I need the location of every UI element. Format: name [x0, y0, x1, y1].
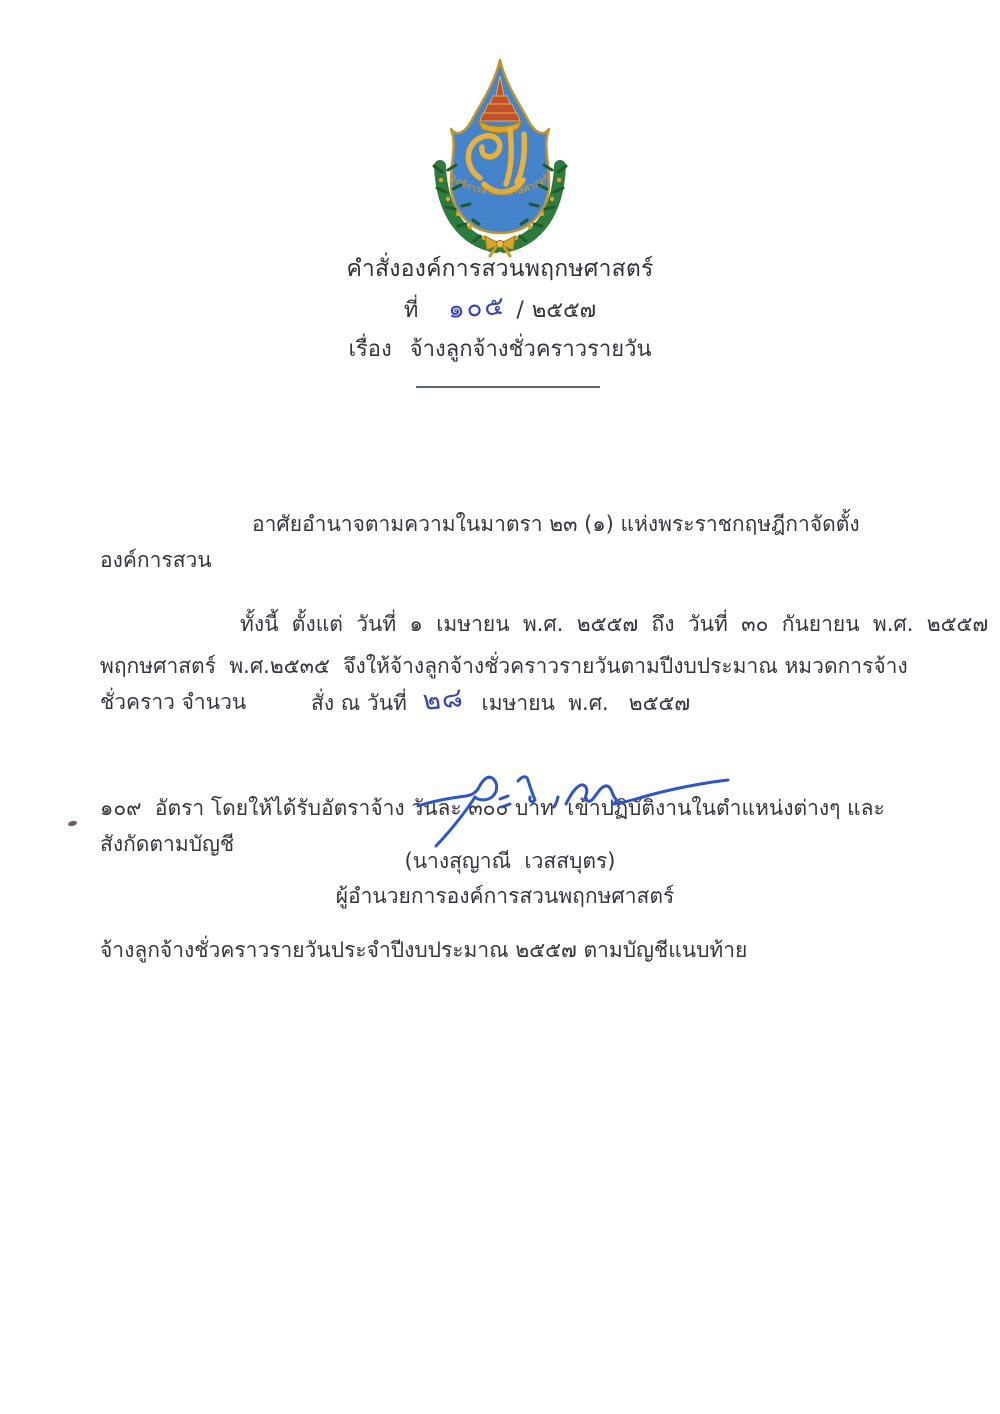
header-divider-line: [416, 386, 600, 388]
subject-label: เรื่อง: [348, 337, 392, 362]
order-date-day-handwritten: ๒๘: [421, 681, 465, 718]
paragraph1-line: ๑๐๙ อัตรา โดยให้ได้รับอัตราจ้าง วันละ ๓๐๐ บาท เข้าปฏิบัติงานในตำแหน่งต่างๆ และสังกัดตามบัญชี: [100, 796, 885, 856]
paragraph1-line: อาศัยอำนาจตามความในมาตรา ๒๓ (๑) แห่งพระราชกฤษฎีกาจัดตั้งองค์การสวน: [100, 512, 860, 572]
order-date-prefix: สั่ง ณ วันที่: [311, 691, 407, 715]
emblem-band-text: องค์การสวนพฤกษศาสตร์: [447, 172, 553, 199]
order-number-year: ๒๕๕๗: [531, 298, 597, 323]
order-date-suffix: เมษายน พ.ศ. ๒๕๕๗: [481, 691, 691, 715]
body-paragraph-2: ทั้งนี้ ตั้งแต่ วันที่ ๑ เมษายน พ.ศ. ๒๕๕๗ ถึง วันที่ ๓๐ กันยายน พ.ศ. ๒๕๕๗: [240, 612, 989, 636]
paragraph1-line: จ้างลูกจ้างชั่วคราวรายวันประจำปีงบประมาณ ๒๕๕๗ ตามบัญชีแนบท้าย: [100, 938, 748, 962]
order-number-separator: /: [516, 298, 524, 323]
signatory-name: (นางสุญาณี เวสสบุตร): [404, 849, 616, 873]
signatory-position: ผู้อำนวยการองค์การสวนพฤกษศาสตร์: [335, 884, 675, 908]
body-paragraph-1: [100, 436, 912, 1040]
subject-text: จ้างลูกจ้างชั่วคราวรายวัน: [409, 337, 652, 362]
organization-emblem-logo: [420, 56, 580, 258]
scan-speck-artifact: [68, 820, 78, 827]
order-number-label: ที่: [403, 298, 419, 323]
signature-stroke-y: [518, 777, 535, 802]
order-date-line: [311, 679, 690, 722]
order-number-handwritten: ๑๐๕: [447, 291, 508, 325]
signature-stroke-comma: [554, 797, 558, 807]
paragraph1-line: พฤกษศาสตร์ พ.ศ.๒๕๓๕ จึงให้จ้างลูกจ้างชั่วคราวรายวันตามปีงบประมาณ หมวดการจ้างชั่วคราว จำนวน: [100, 654, 908, 714]
signature-stroke-main: [418, 777, 497, 846]
emblem-svg: [420, 56, 580, 258]
subject-line: [0, 331, 1000, 366]
signature-ink: [408, 753, 748, 853]
order-number-line: [0, 288, 1000, 329]
signature-svg: [408, 753, 748, 853]
signature-stroke-tail: [566, 780, 728, 804]
document-title: คำสั่งองค์การสวนพฤกษศาสตร์: [346, 256, 654, 282]
signature-stroke-equals: [500, 796, 510, 807]
